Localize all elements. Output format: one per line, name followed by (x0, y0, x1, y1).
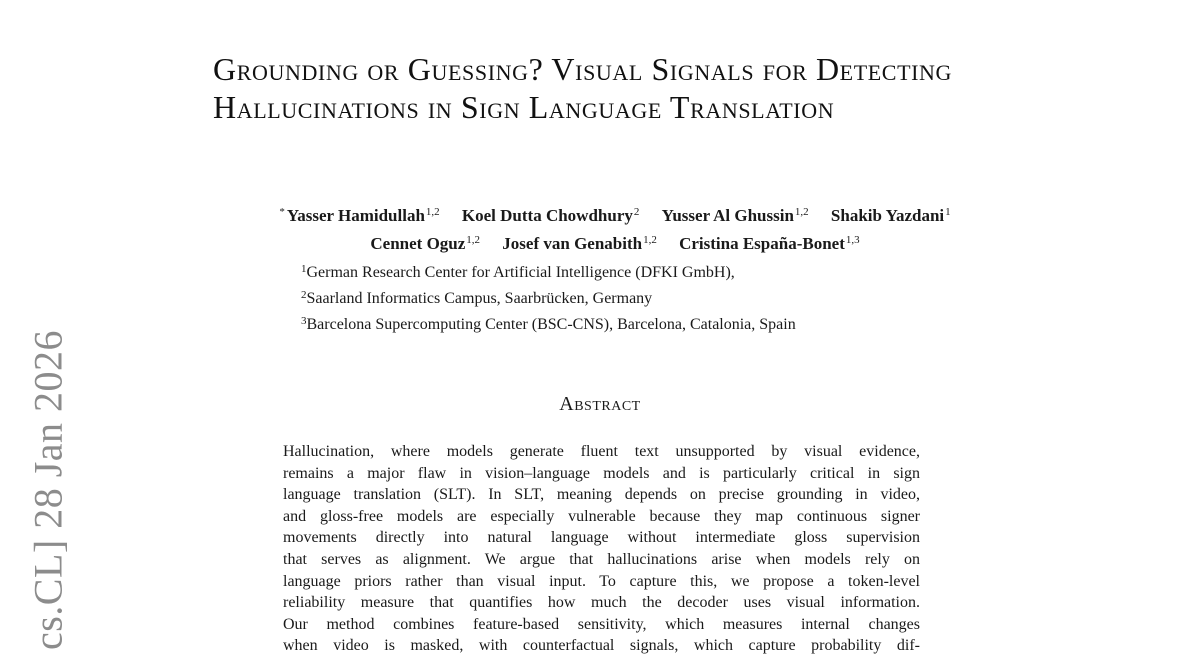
abstract-line: that serves as alignment. We argue that hallucinations arise when models rely on (283, 550, 920, 568)
abstract-line: language translation (SLT). In SLT, meaning depends on precise grounding in video, (283, 486, 920, 504)
abstract-line: remains a major flaw in vision–language models and is particularly critical in sign (283, 464, 920, 482)
author (679, 228, 860, 256)
abstract-line: and gloss-free models are especially vulnerable because they map continuous signer (283, 507, 920, 525)
abstract-body (283, 441, 920, 657)
abstract-line: language priors rather than visual input. To capture this, we propose a token-level (283, 572, 920, 590)
author-affiliation: 1,2 (794, 206, 809, 218)
author (279, 200, 439, 228)
arxiv-side-identifier: cs.CL] 28 Jan 2026 (25, 329, 71, 651)
abstract-heading: Abstract (559, 393, 641, 415)
author (370, 228, 480, 256)
author-affiliation: 2 (633, 206, 640, 218)
affiliation-number: 2 (301, 289, 307, 301)
author-affiliation: 1,2 (425, 206, 440, 218)
paper-title: Grounding or Guessing? Visual Signals for Detecting Hallucinations in Sign Language Translation (213, 51, 953, 125)
author (662, 200, 809, 228)
affiliation (301, 284, 1001, 310)
author-name: Yasser Hamidullah (286, 206, 425, 225)
affiliation (301, 310, 1001, 336)
author-name: Koel Dutta Chowdhury (461, 206, 633, 225)
affiliation-number: 3 (301, 315, 307, 327)
author (462, 200, 639, 228)
author-affiliation: 1,2 (643, 234, 657, 246)
author-name: Cennet Oguz (370, 234, 466, 253)
author-name: Cristina España-Bonet (679, 234, 845, 253)
affiliation-text: German Research Center for Artificial Intelligence (DFKI GmbH), (306, 264, 735, 281)
abstract-line: Hallucination, where models generate fluent text unsupported by visual evidence, (283, 443, 920, 460)
author-affiliation: 1 (945, 206, 951, 218)
author-name: Yusser Al Ghussin (661, 206, 794, 225)
affiliation-number: 1 (301, 263, 307, 275)
author (502, 228, 657, 256)
affiliation-text: Barcelona Supercomputing Center (BSC-CNS), Barcelona, Catalonia, Spain (306, 316, 796, 333)
author (831, 200, 951, 228)
author-affiliation: 1,2 (466, 234, 481, 246)
abstract-line: when video is masked, with counterfactual signals, which capture probability dif- (283, 637, 920, 655)
author-name: Shakib Yazdani (830, 206, 945, 225)
author-list (220, 200, 1010, 256)
abstract-line: reliability measure that quantifies how much the decoder uses visual information. (283, 594, 920, 612)
affiliation-list (301, 258, 1001, 336)
affiliation-text: Saarland Informatics Campus, Saarbrücken, Germany (306, 290, 653, 307)
abstract-line: Our method combines feature-based sensitivity, which measures internal changes (283, 615, 920, 633)
corresponding-marker: * (279, 206, 285, 218)
abstract-line: movements directly into natural language without intermediate gloss supervision (283, 529, 920, 547)
affiliation (301, 258, 1001, 284)
author-affiliation: 1,3 (845, 234, 860, 246)
author-name: Josef van Genabith (502, 234, 643, 253)
